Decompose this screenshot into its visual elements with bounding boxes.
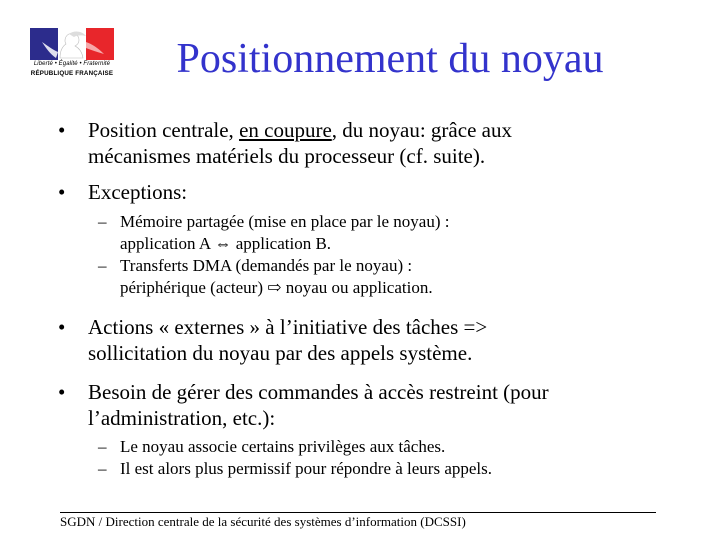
sub-bullet-permissif — [58, 458, 678, 480]
sub-bullet-text: application B. — [231, 234, 332, 253]
underlined-text: en coupure — [239, 118, 332, 142]
sub-bullet-transferts-dma — [58, 255, 678, 299]
bullet-dot: • — [58, 180, 66, 204]
republique-francaise-logo — [30, 28, 114, 80]
bullet-text: Position centrale, — [88, 118, 240, 142]
sub-bullet-dash: – — [98, 256, 107, 275]
sub-bullet-line: Transferts DMA (demandés par le noyau) : — [120, 256, 413, 275]
bullet-dot: • — [58, 118, 66, 142]
logo-republique-label: RÉPUBLIQUE FRANÇAISE — [30, 70, 114, 77]
slide-content — [58, 117, 678, 480]
sub-bullet-line — [120, 233, 678, 255]
bullet-line: Exceptions: — [88, 180, 188, 204]
sub-bullet-dash: – — [98, 459, 107, 478]
sub-bullet-dash: – — [98, 212, 107, 231]
bullet-actions-externes — [58, 314, 678, 366]
sub-bullet-text: noyau ou application. — [281, 278, 433, 297]
sub-bullet-privileges — [58, 436, 678, 458]
bullet-line: mécanismes matériels du processeur (cf. suite). — [88, 144, 486, 168]
footer-divider — [60, 512, 656, 513]
sub-bullet-text: périphérique (acteur) — [120, 278, 268, 297]
page-title: Positionnement du noyau — [176, 36, 604, 82]
sub-bullet-line: Mémoire partagée (mise en place par le noyau) : — [120, 212, 450, 231]
bullet-dot: • — [58, 380, 66, 404]
bullet-line — [88, 117, 678, 143]
sub-bullet-memoire-partagee — [58, 211, 678, 255]
bullet-line: Besoin de gérer des commandes à accès restreint (pour — [88, 380, 549, 404]
bullet-line: Actions « externes » à l’initiative des tâches => — [88, 315, 488, 339]
footer-text: SGDN / Direction centrale de la sécurité des systèmes d’information (DCSSI) — [60, 514, 466, 529]
bullet-position-centrale — [58, 117, 678, 169]
sub-bullet-line: Le noyau associe certains privilèges aux tâches. — [120, 437, 446, 456]
bullet-dot: • — [58, 315, 66, 339]
bullet-besoin-commandes — [58, 379, 678, 431]
right-arrow-icon: ⇨ — [267, 278, 282, 297]
sub-bullet-line: Il est alors plus permissif pour répondre à leurs appels. — [120, 459, 493, 478]
bullet-line: sollicitation du noyau par des appels système. — [88, 341, 473, 365]
logo-motto: Liberté • Égalité • Fraternité — [33, 61, 111, 67]
sub-bullet-line — [120, 277, 678, 299]
double-arrow-icon: ⇔ — [214, 234, 232, 253]
bullet-line: l’administration, etc.): — [88, 406, 276, 430]
sub-bullet-dash: – — [98, 437, 107, 456]
marianne-flag-icon — [30, 28, 114, 60]
sub-bullet-text: application A — [120, 234, 215, 253]
bullet-exceptions — [58, 179, 678, 205]
bullet-text: , du noyau: grâce aux — [331, 118, 512, 142]
